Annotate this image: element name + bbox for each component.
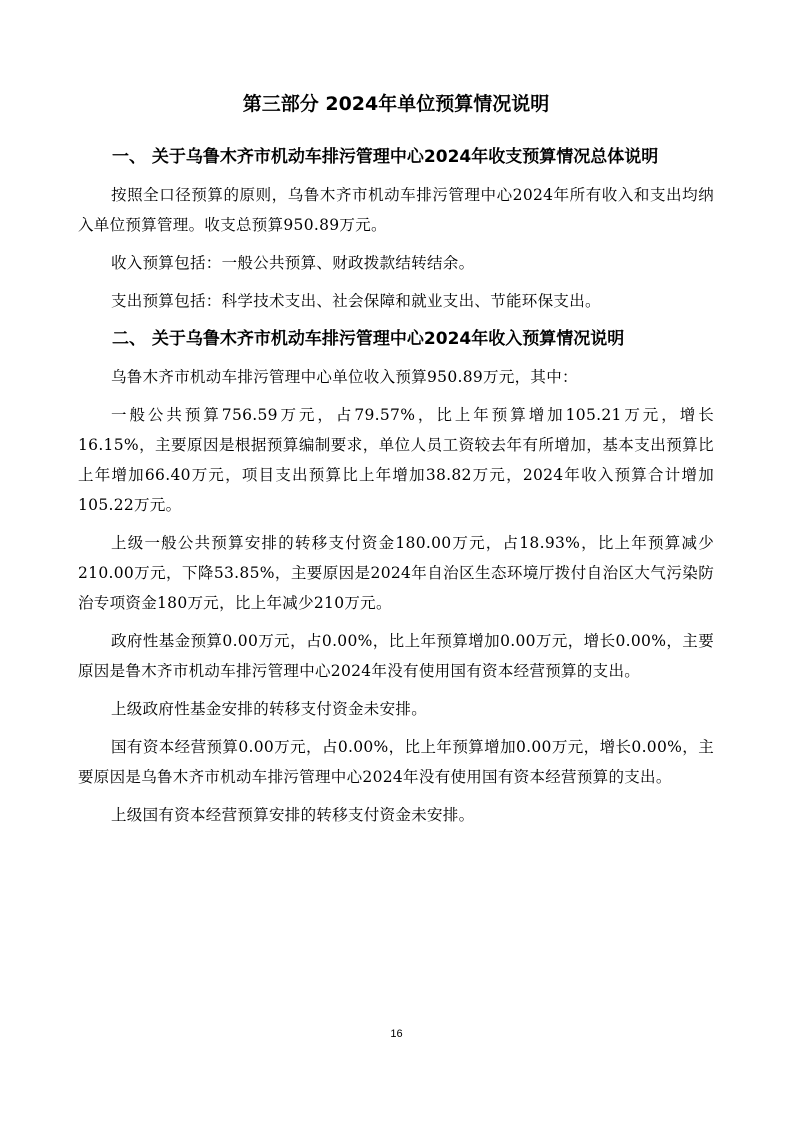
paragraph: 按照全口径预算的原则，乌鲁木齐市机动车排污管理中心2024年所有收入和支出均纳入单位预算管理。收支总预算950.89万元。 xyxy=(78,186,714,234)
page-title: 第三部分 2024年单位预算情况说明 xyxy=(242,93,550,115)
page-number: 16 xyxy=(390,1028,403,1040)
document-body xyxy=(78,88,714,838)
paragraph: 上级一般公共预算安排的转移支付资金180.00万元，占18.93%，比上年预算减少210.00万元，下降53.85%，主要原因是2024年自治区生态环境厅拨付自治区大气污染防治专项资金180万元，比上年减少210万元。 xyxy=(78,534,714,612)
paragraph: 一般公共预算756.59万元，占79.57%，比上年预算增加105.21万元，增长16.15%，主要原因是根据预算编制要求，单位人员工资较去年有所增加，基本支出预算比上年增加66.40万元，项目支出预算比上年增加38.82万元，2024年收入预算合计增加105.22万元。 xyxy=(78,406,714,514)
paragraph: 国有资本经营预算0.00万元，占0.00%，比上年预算增加0.00万元，增长0.00%，主要原因是乌鲁木齐市机动车排污管理中心2024年没有使用国有资本经营预算的支出。 xyxy=(78,738,714,786)
paragraph: 收入预算包括：一般公共预算、财政拨款结转结余。 xyxy=(111,254,475,272)
paragraph: 乌鲁木齐市机动车排污管理中心单位收入预算950.89万元，其中： xyxy=(111,368,578,386)
section-income xyxy=(78,324,714,830)
paragraph: 上级国有资本经营预算安排的转移支付资金未安排。 xyxy=(111,806,475,824)
paragraph: 支出预算包括：科学技术支出、社会保障和就业支出、节能环保支出。 xyxy=(111,292,601,310)
paragraph: 上级政府性基金安排的转移支付资金未安排。 xyxy=(111,700,428,718)
paragraph: 政府性基金预算0.00万元，占0.00%，比上年预算增加0.00万元，增长0.00%，主要原因是鲁木齐市机动车排污管理中心2024年没有使用国有资本经营预算的支出。 xyxy=(78,632,714,680)
section-heading-overview: 一、 关于乌鲁木齐市机动车排污管理中心2024年收支预算情况总体说明 xyxy=(112,147,659,167)
section-overview xyxy=(78,142,714,316)
section-heading-income: 二、 关于乌鲁木齐市机动车排污管理中心2024年收入预算情况说明 xyxy=(112,329,625,349)
